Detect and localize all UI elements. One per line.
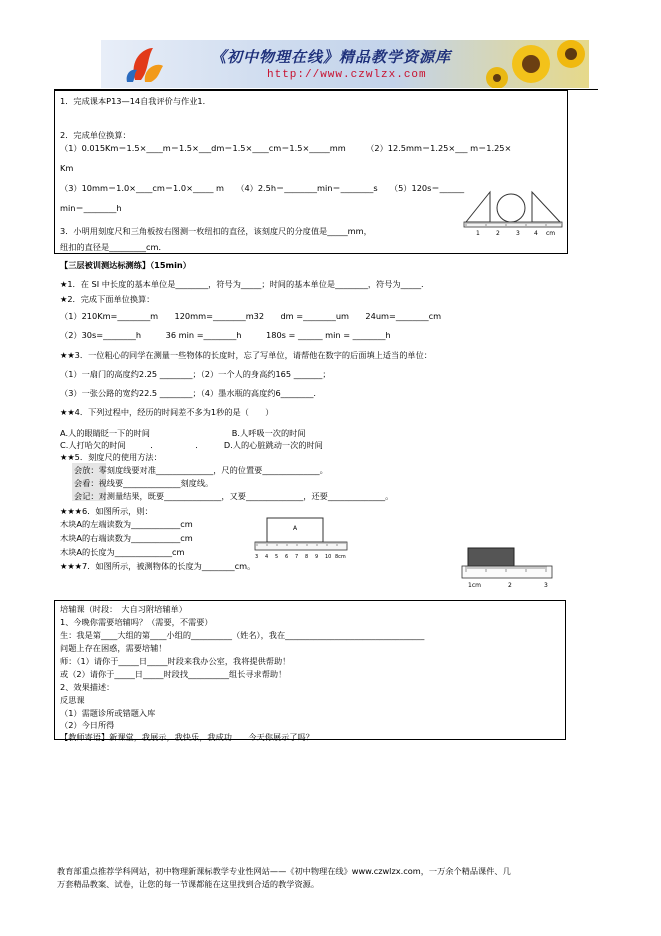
ruler-label: 1cm [468,582,481,589]
exercise-line: A.人的眼睛眨一下的时间 B.人呼吸一次的时间 [60,428,306,438]
ruler-body [462,566,552,578]
homework-line: Km [60,163,74,173]
ruler-label: 10 [325,554,332,560]
homework-line: 3．小明用刻度尺和三角板按右图测一枚纽扣的直径，该刻度尺的分度值是_____mm， [60,226,372,236]
homework-line: 2．完成单位换算： [60,130,131,140]
header-banner [101,40,589,88]
ruler-label: 3 [516,230,520,237]
ruler-label: 6 [285,554,289,560]
ruler-label: 5 [275,554,279,560]
exercise-line: 会放：零刻度线要对准______________，尺的位置要______________。 [74,465,328,475]
ruler-label: 7 [295,554,299,560]
ruler-label: 8 [305,554,309,560]
button-circle-icon [497,194,525,222]
homework-line: 纽扣的直径是_________cm． [60,242,167,252]
triangle-right-icon [532,192,560,222]
tutoring-line: 2、效果描述： [60,682,115,692]
tutoring-line: 1、今晚你需要培辅吗？（需要，不需要） [60,617,213,627]
section-title: 【三层被训测达标测练】（15min） [60,260,191,270]
banner-url[interactable]: http://www.czwlzx.com [267,69,427,81]
footer-line: 教育部重点推荐学科网站，初中物理新课标教学专业性网站——《初中物理在线》www.czwlzx.com，一万余个精品课件、几 [57,866,511,876]
ruler-label: 4 [265,554,269,560]
button-diameter-figure [462,186,564,238]
ruler-label: 1 [476,230,480,237]
tutoring-line: 或（2）请你于_____日_____时段找__________组长寻求帮助！ [60,669,287,679]
footer-line: 万套精品教案、试卷，让您的每一节课都能在这里找到合适的教学资源。 [57,879,320,889]
exercise-line: ★★3．一位粗心的同学在测量一些物体的长度时，忘了写单位，请帮他在数字的后面填上适当的单位： [60,350,432,360]
exercise-line: 会记：对测量结果，既要______________，又要______________，还要______________。 [74,491,394,501]
homework-line: （1）0.015Km＝1.5×____m＝1.5×___dm＝1.5×____cm＝1.5×_____mm （2）12.5mm＝1.25×___ m＝1.25× [60,143,512,153]
ruler-label: 8cm [335,554,346,560]
measured-object [468,548,514,566]
exercise-line: （1）210Km=________m 120mm=________m32 dm =________um 24um=________cm [60,311,442,321]
exercise-line: （3）一张公路的宽约22.5 ________；（4）墨水瓶的高度约6________. [60,388,317,398]
tutoring-line: 【教师寄语】新课堂，我展示，我快乐，我成功……今天你展示了吗？ [60,732,314,742]
ruler-label: 2 [496,230,500,237]
exercise-line: 木块A的长度为______________cm [60,547,185,557]
ruler-labels [255,554,346,560]
homework-line: 1．完成课本P13—14自我评价与作业1． [60,96,211,106]
tutoring-line: 反思课 [60,695,85,705]
exercise-line: 木块A的左端读数为____________cm [60,519,193,529]
ruler-label: 9 [315,554,319,560]
ruler-label: cm [546,230,556,237]
tutoring-line: （2）今日所得 [60,720,115,730]
tutoring-line: 培辅课（时段： 大自习附培辅单） [60,604,187,614]
tutoring-line: 师：（1）请你于_____日_____时段来我办公室，我将提供帮助！ [60,656,291,666]
exercise-line: （2）30s=________h 36 min =________h 180s = ______ min = ________h [60,330,391,340]
exercise-line: ★★4．下列过程中，经历的时间差不多为1秒的是（ ） [60,407,274,417]
homework-line: min＝________h [60,203,122,213]
exercise-line: 会看：视线要______________刻度线。 [74,478,214,488]
exercise-line: ★★★6．如图所示，则： [60,506,153,516]
tutoring-line: 生：我是第____大组的第____小组的__________（姓名），我在__________________________________ [60,630,425,640]
ruler-label: 2 [508,582,512,589]
ruler-label: 4 [534,230,538,237]
exercise-line: ★2．完成下面单位换算： [60,294,155,304]
tutoring-line: （1）需题诊所或错题入库 [60,708,156,718]
exercise-line: （1）一扇门的高度约2.25 ________；（2）一个人的身高约165 _______； [60,369,331,379]
ruler-label: 3 [544,582,548,589]
tutoring-line: 问题上存在困惑，需要培辅！ [60,643,167,653]
block-a-figure [253,516,349,562]
object-length-figure [460,546,554,590]
exercise-line: ★1．在 SI 中长度的基本单位是________，符号为_____；时间的基本单位是________，符号为_____. [60,279,424,289]
sunflower-icon [486,40,585,88]
logo-flame-orange-icon [145,65,163,82]
block-a-label: A [293,525,298,532]
exercise-line: C.人打哈欠的时间 ． ． D.人的心脏跳动一次的时间 [60,440,323,450]
banner-title: 《初中物理在线》精品教学资源库 [211,48,452,66]
exercise-line: 木块A的右端读数为____________cm [60,533,193,543]
exercise-line: ★★5．刻度尺的使用方法： [60,452,162,462]
triangle-left-icon [466,192,490,222]
exercise-line: ★★★7．如图所示，被测物体的长度为________cm。 [60,561,256,571]
homework-line: （3）10mm＝1.0×____cm＝1.0×_____ m （4）2.5h＝________min＝________s （5）120s＝______ [60,183,465,193]
ruler-body [464,222,562,227]
ruler-label: 3 [255,554,259,560]
